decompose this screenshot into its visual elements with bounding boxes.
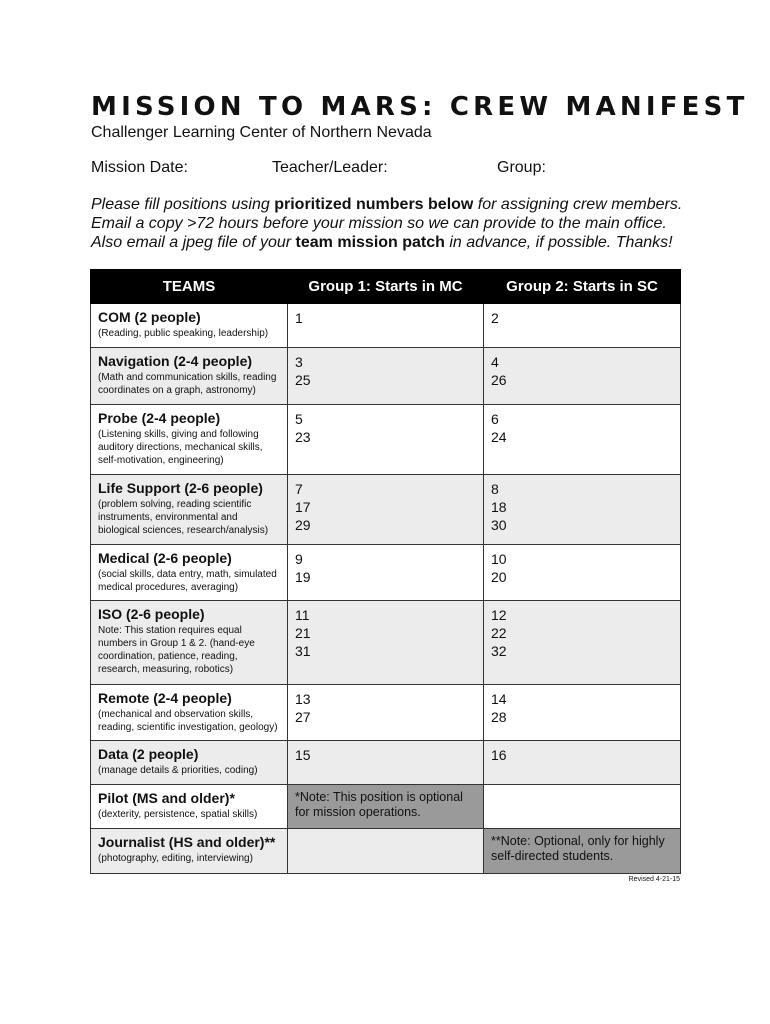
table-header-row [91, 270, 681, 304]
table-row [91, 685, 681, 741]
team-name: Journalist (HS and older)** [98, 834, 276, 850]
group-2-note-cell [484, 829, 681, 874]
header-group-1: Group 1: Starts in MC [288, 270, 484, 304]
optional-note: **Note: Optional, only for highly self-directed students. [491, 834, 665, 863]
group-1-cell[interactable] [288, 405, 484, 475]
priority-number: 12 [491, 607, 507, 623]
table-row [91, 741, 681, 785]
priority-number: 17 [295, 499, 311, 515]
group-1-cell[interactable] [288, 304, 484, 348]
priority-number: 14 [491, 691, 507, 707]
group-1-cell[interactable] [288, 601, 484, 685]
priority-number: 15 [295, 747, 311, 763]
team-description: (Reading, public speaking, leadership) [98, 328, 269, 339]
teacher-leader-label: Teacher/Leader: [272, 159, 388, 176]
priority-number: 25 [295, 372, 311, 388]
priority-number: 3 [295, 354, 303, 370]
group-2-cell[interactable] [484, 475, 681, 545]
priority-number: 10 [491, 551, 507, 567]
group-1-cell[interactable] [288, 741, 484, 785]
priority-number: 31 [295, 643, 311, 659]
table-row [91, 348, 681, 405]
optional-note: *Note: This position is optional for mission operations. [295, 790, 463, 819]
priority-number: 29 [295, 517, 311, 533]
priority-number: 8 [491, 481, 499, 497]
team-description: (dexterity, persistence, spatial skills) [98, 809, 258, 820]
group-2-cell[interactable] [484, 405, 681, 475]
table-row [91, 405, 681, 475]
team-description: (photography, editing, interviewing) [98, 853, 253, 864]
table-row [91, 304, 681, 348]
group-label: Group: [497, 159, 546, 176]
instructions-paragraph [91, 195, 691, 252]
table-row [91, 785, 681, 829]
team-description: (problem solving, reading scientific instruments, environmental and biological sciences, research/analysis) [98, 499, 269, 536]
group-2-cell[interactable] [484, 304, 681, 348]
team-name: Life Support (2-6 people) [98, 480, 263, 496]
priority-number: 13 [295, 691, 311, 707]
table-row [91, 475, 681, 545]
team-name: COM (2 people) [98, 309, 201, 325]
group-1-cell[interactable] [288, 348, 484, 405]
team-cell [91, 601, 288, 685]
priority-number: 27 [295, 709, 311, 725]
team-cell [91, 685, 288, 741]
team-description: (mechanical and observation skills, reading, scientific investigation, geology) [98, 709, 278, 733]
priority-number: 24 [491, 429, 507, 445]
group-2-cell[interactable] [484, 741, 681, 785]
priority-number: 20 [491, 569, 507, 585]
crew-manifest-table [90, 269, 681, 874]
team-description: (Math and communication skills, reading coordinates on a graph, astronomy) [98, 372, 277, 396]
priority-number: 19 [295, 569, 311, 585]
group-2-cell[interactable] [484, 685, 681, 741]
priority-number: 30 [491, 517, 507, 533]
priority-number: 4 [491, 354, 499, 370]
priority-number: 32 [491, 643, 507, 659]
instructions-text-3: in advance, if possible. Thanks! [444, 234, 673, 251]
group-1-cell[interactable] [288, 475, 484, 545]
priority-number: 2 [491, 310, 499, 326]
priority-number: 6 [491, 411, 499, 427]
priority-number: 5 [295, 411, 303, 427]
instructions-text-1: Please fill positions using [91, 196, 275, 213]
team-name: Remote (2-4 people) [98, 690, 232, 706]
priority-number: 1 [295, 310, 303, 326]
priority-number: 18 [491, 499, 507, 515]
priority-number: 16 [491, 747, 507, 763]
group-1-cell[interactable] [288, 545, 484, 601]
header-group-2: Group 2: Starts in SC [484, 270, 681, 304]
team-cell [91, 348, 288, 405]
group-1-note-cell [288, 785, 484, 829]
team-description: (social skills, data entry, math, simulated medical procedures, averaging) [98, 569, 277, 593]
team-description: (manage details & priorities, coding) [98, 765, 258, 776]
organization-subtitle: Challenger Learning Center of Northern Nevada [91, 124, 432, 141]
table-row [91, 545, 681, 601]
revision-date: Revised 4-21-15 [628, 876, 680, 883]
table-row [91, 829, 681, 874]
team-name: ISO (2-6 people) [98, 606, 205, 622]
priority-number: 11 [295, 607, 310, 623]
team-name: Data (2 people) [98, 746, 199, 762]
team-name: Navigation (2-4 people) [98, 353, 253, 369]
team-name: Probe (2-4 people) [98, 410, 221, 426]
team-cell [91, 785, 288, 829]
team-cell [91, 741, 288, 785]
priority-number: 23 [295, 429, 311, 445]
team-cell [91, 304, 288, 348]
group-1-cell[interactable] [288, 829, 484, 874]
priority-number: 21 [295, 625, 311, 641]
group-1-cell[interactable] [288, 685, 484, 741]
team-description: (Listening skills, giving and following auditory directions, mechanical skills, self-motivation, engineering) [98, 429, 263, 466]
team-cell [91, 475, 288, 545]
instructions-bold-2: team mission patch [295, 234, 445, 251]
team-cell [91, 545, 288, 601]
priority-number: 22 [491, 625, 507, 641]
page-title: MISSION TO MARS: CREW MANIFEST [91, 92, 749, 122]
priority-number: 26 [491, 372, 507, 388]
instructions-bold-1: prioritized numbers below [274, 196, 474, 213]
mission-date-label: Mission Date: [91, 159, 188, 176]
group-2-cell[interactable] [484, 601, 681, 685]
team-description: Note: This station requires equal numbers in Group 1 & 2. (hand-eye coordination, patience, reading, research, measuring, robotics) [98, 625, 255, 675]
team-cell [91, 829, 288, 874]
group-2-cell[interactable] [484, 785, 681, 829]
team-name: Medical (2-6 people) [98, 550, 232, 566]
table-row [91, 601, 681, 685]
instructions-text-2: for assigning crew members. Email a copy >72 hours before your mission so we can provide to the main office. Also email a jpeg file of your [91, 196, 683, 251]
priority-number: 9 [295, 551, 303, 567]
team-cell [91, 405, 288, 475]
priority-number: 28 [491, 709, 507, 725]
team-name: Pilot (MS and older)* [98, 790, 235, 806]
group-2-cell[interactable] [484, 348, 681, 405]
priority-number: 7 [295, 481, 303, 497]
group-2-cell[interactable] [484, 545, 681, 601]
header-teams: TEAMS [91, 270, 288, 304]
